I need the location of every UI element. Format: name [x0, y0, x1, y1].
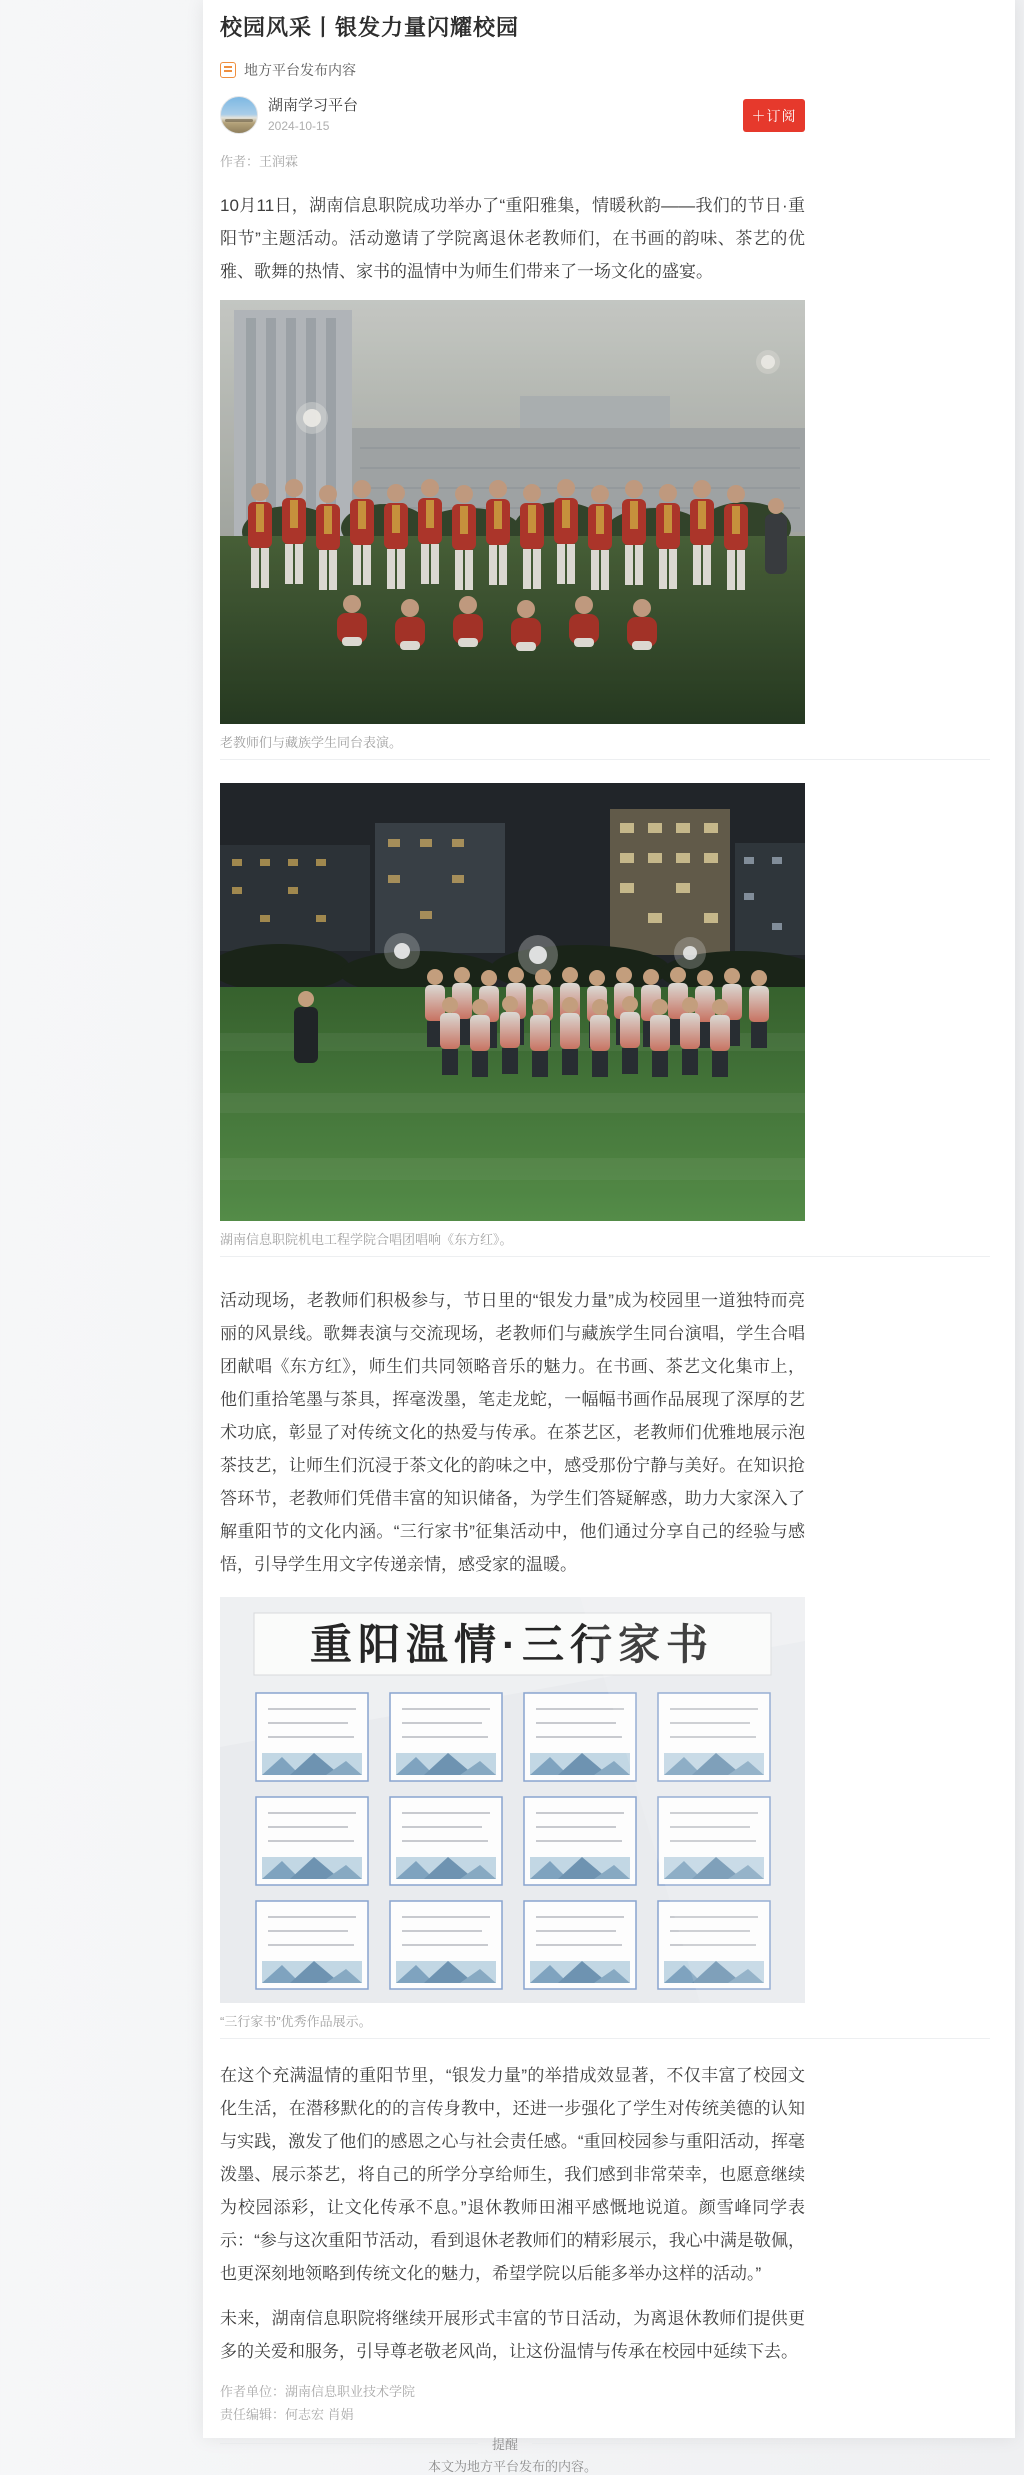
reminder-note: 本文为地方平台发布的内容。 — [427, 2459, 597, 2474]
divider — [220, 2038, 990, 2039]
platform-tag — [220, 60, 805, 80]
article-photo-choir[interactable] — [220, 783, 805, 1221]
page-title: 校园风采丨银发力量闪耀校园 — [220, 15, 520, 40]
article-card — [203, 0, 1015, 2474]
subscribe-button[interactable]: ＋订阅 — [743, 99, 805, 132]
photo-caption-2: 湖南信息职院机电工程学院合唱团唱响《东方红》。 — [220, 1232, 513, 1247]
figure-3 — [220, 1597, 805, 2031]
platform-tag-label: 地方平台发布内容 — [244, 62, 356, 78]
article-photo-performance[interactable] — [220, 300, 805, 724]
divider-line — [532, 2443, 990, 2444]
local-platform-icon — [220, 62, 236, 78]
divider — [220, 1256, 990, 1257]
photo-caption-1: 老教师们与藏族学生同台表演。 — [220, 735, 403, 750]
publisher-row — [220, 96, 805, 134]
divider — [220, 759, 990, 760]
photo-caption-3: “三行家书”优秀作品展示。 — [220, 2014, 372, 2029]
paragraph-3: 在这个充满温情的重阳节里，“银发力量”的举措成效显著，不仅丰富了校园文化生活，在潜移默化的的言传身教中，还进一步强化了学生对传统美德的认知与实践，激发了他们的感恩之心与社会责任感。“重回校园参与重阳活动，挥毫泼墨、展示茶艺，将自己的所学分享给师生，我们感到非常荣幸，也愿意继续为校园添彩，让文化传承不息。”退休教师田湘平感慨地说道。颜雪峰同学表示：“参与这次重阳节活动，看到退休老教师们的精彩展示，我心中满是敬佩，也更深刻地领略到传统文化的魅力，希望学院以后能多举办这样的活动。” — [220, 2066, 805, 2283]
paragraph-4: 未来，湖南信息职院将继续开展形式丰富的节日活动，为离退休教师们提供更多的关爱和服务，引导尊老敬老风尚，让这份温情与传承在校园中延续下去。 — [220, 2309, 805, 2361]
publisher-avatar[interactable] — [220, 96, 258, 134]
figure-2 — [220, 783, 805, 1249]
publisher-name[interactable]: 湖南学习平台 — [268, 96, 359, 114]
author-line: 作者：王润霖 — [220, 154, 299, 169]
article-photo-letters-wall[interactable] — [220, 1597, 805, 2003]
author-unit: 作者单位：湖南信息职业技术学院 — [220, 2384, 416, 2399]
paragraph-1: 10月11日，湖南信息职院成功举办了“重阳雅集，情暖秋韵——我们的节日·重阳节”主题活动。活动邀请了学院离退休老教师们，在书画的韵味、茶艺的优雅、歌舞的热情、家书的温情中为师生们带来了一场文化的盛宴。 — [220, 196, 805, 281]
publish-date: 2024-10-15 — [268, 118, 330, 133]
divider-line — [220, 2443, 478, 2444]
figure-1 — [220, 300, 805, 752]
reminder-divider — [220, 2434, 990, 2453]
letters-wall-banner-text: 重阳温情·三行家书 — [310, 1621, 714, 1668]
reminder-title: 提醒 — [492, 2437, 519, 2452]
editor-line: 责任编辑：何志宏 肖娟 — [220, 2407, 354, 2422]
paragraph-2: 活动现场，老教师们积极参与，节日里的“银发力量”成为校园里一道独特而亮丽的风景线。歌舞表演与交流现场，老教师们与藏族学生同台演唱，学生合唱团献唱《东方红》，师生们共同领略音乐的魅力。在书画、茶艺文化集市上，他们重拾笔墨与茶具，挥毫泼墨，笔走龙蛇，一幅幅书画作品展现了深厚的艺术功底，彰显了对传统文化的热爱与传承。在茶艺区，老教师们优雅地展示泡茶技艺，让师生们沉浸于茶文化的韵味之中，感受那份宁静与美好。在知识抢答环节，老教师们凭借丰富的知识储备，为学生们答疑解惑，助力大家深入了解重阳节的文化内涵。“三行家书”征集活动中，他们通过分享自己的经验与感悟，引导学生用文字传递亲情，感受家的温暖。 — [220, 1291, 805, 1574]
